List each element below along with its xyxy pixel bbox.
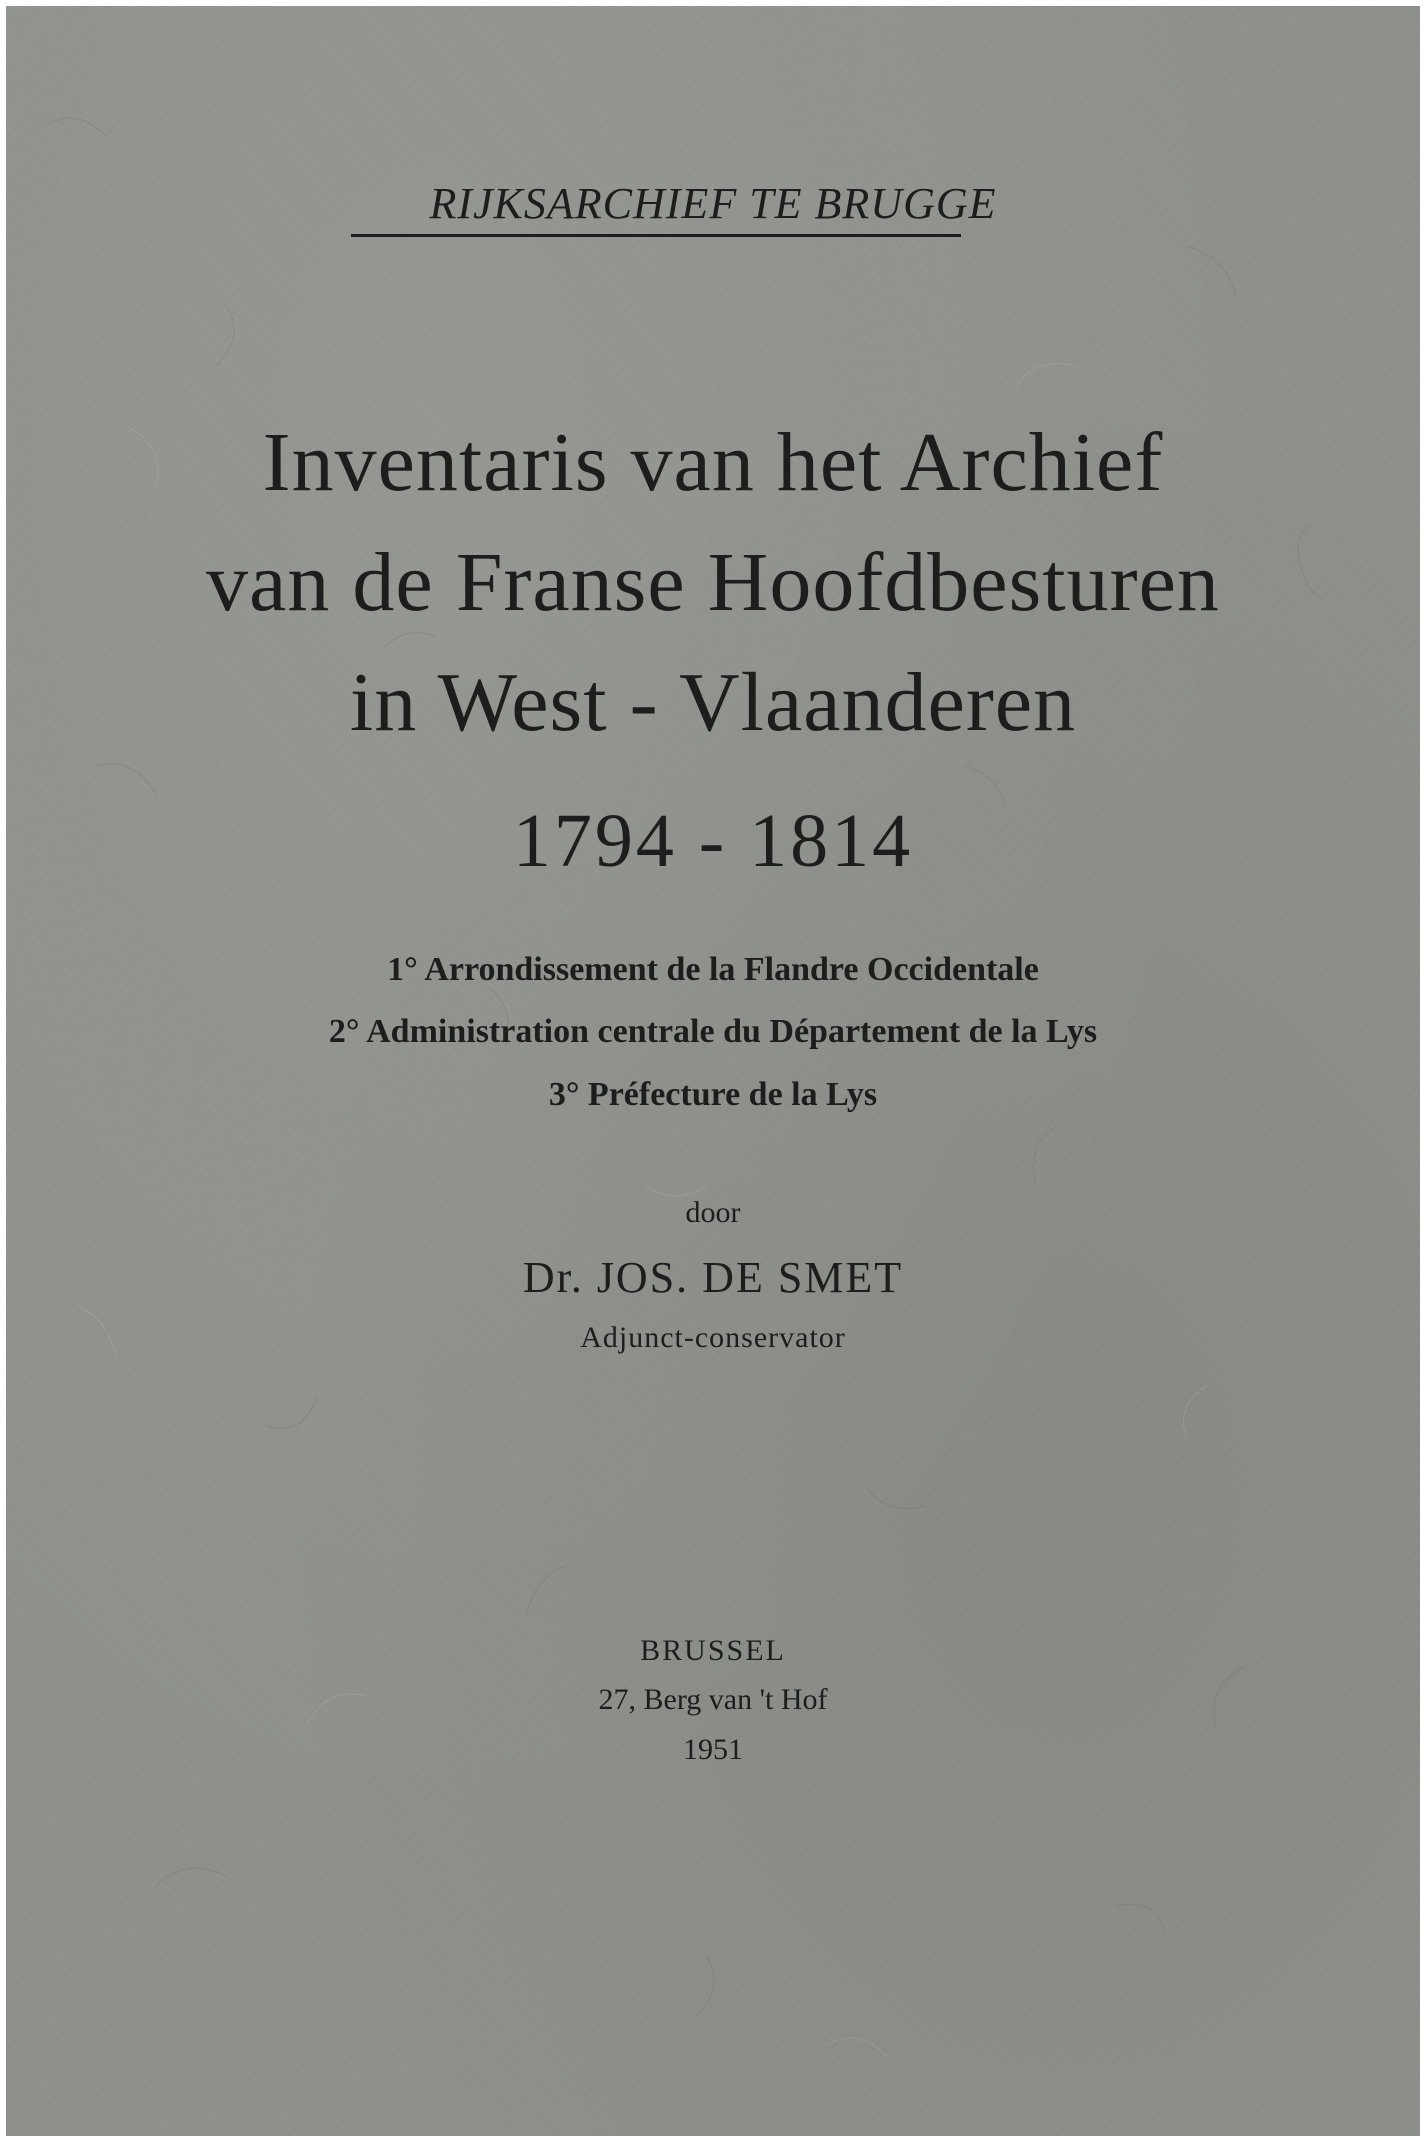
author-name: Dr. JOS. DE SMET xyxy=(522,1253,904,1302)
publisher-city: BRUSSEL xyxy=(640,1634,786,1667)
header-underline xyxy=(351,234,961,237)
paper-fiber-texture xyxy=(6,6,1420,2136)
title-line-3: in West - Vlaanderen xyxy=(349,656,1077,749)
publication-year: 1951 xyxy=(683,1733,743,1766)
publisher-address: 27, Berg van 't Hof xyxy=(598,1683,828,1716)
title-line-2: van de Franse Hoofdbesturen xyxy=(206,536,1220,629)
section-3: 3° Préfecture de la Lys xyxy=(548,1076,878,1113)
by-label: door xyxy=(685,1196,741,1229)
year-range: 1794 - 1814 xyxy=(512,799,914,883)
section-2: 2° Administration centrale du Département de la Lys xyxy=(328,1013,1098,1050)
section-1: 1° Arrondissement de la Flandre Occidentale xyxy=(387,951,1039,988)
archive-header: RIJKSARCHIEF TE BRUGGE xyxy=(429,179,997,228)
title-line-1: Inventaris van het Archief xyxy=(262,416,1164,509)
author-title: Adjunct-conservator xyxy=(580,1321,846,1354)
book-cover xyxy=(6,6,1420,2136)
